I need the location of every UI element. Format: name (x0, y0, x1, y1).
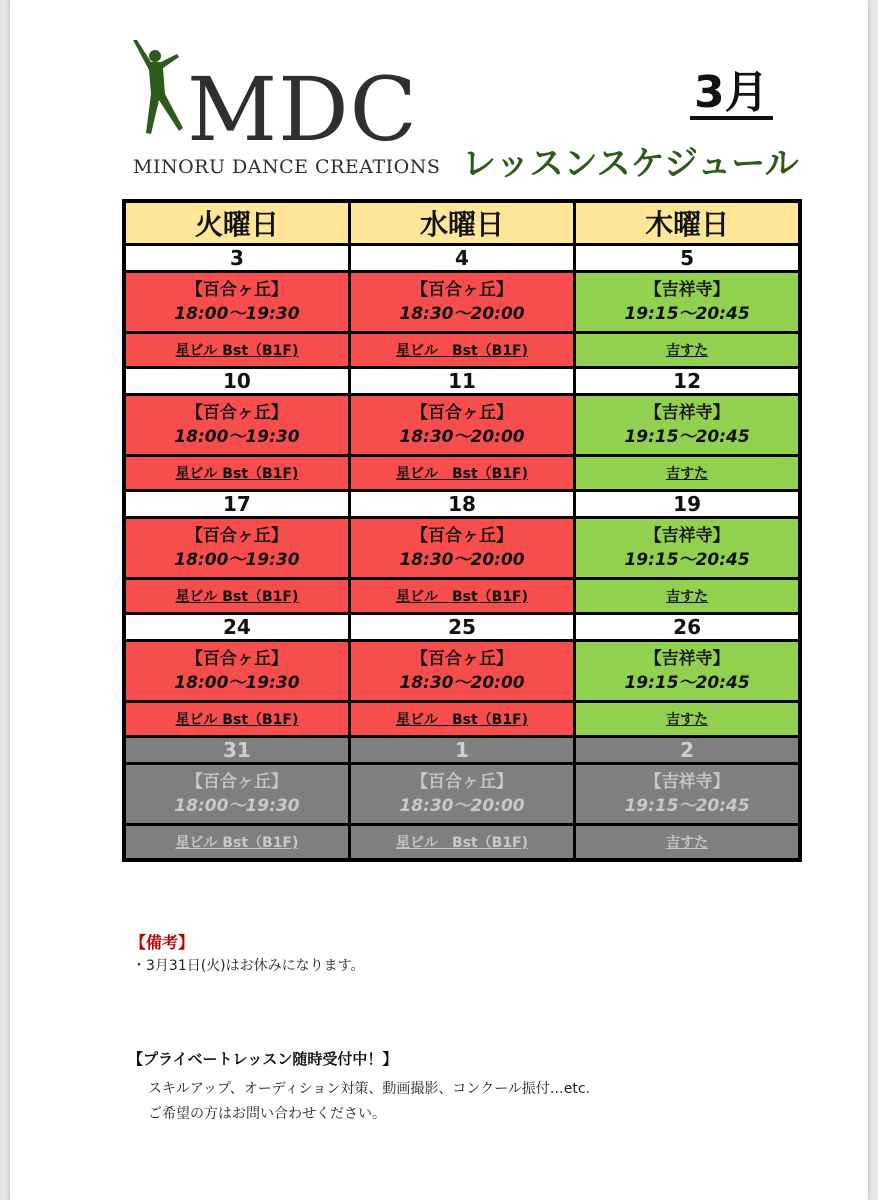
venue-link: 星ビル Bst（B1F) (175, 712, 299, 728)
weekday-header-row (124, 201, 800, 245)
lesson-cell (575, 395, 800, 456)
lesson-time: 18:30〜20:00 (399, 673, 525, 693)
lesson-cell (575, 764, 800, 825)
venue-cell (349, 579, 574, 614)
venue-link: 吉すた (666, 589, 709, 605)
venue-link: 星ビル Bst（B1F) (395, 343, 529, 359)
dancer-silhouette-icon (125, 36, 195, 146)
date-cell: 18 (349, 491, 574, 518)
venue-link: 吉すた (666, 466, 709, 482)
lesson-location: 【百合ヶ丘】 (185, 649, 288, 669)
venue-link: 吉すた (666, 835, 709, 851)
private-lesson-line: スキルアップ、オーディション対策、動画撮影、コンクール振付…etc. (148, 1081, 591, 1097)
date-row (124, 245, 800, 272)
date-cell: 25 (349, 614, 574, 641)
venue-cell (349, 825, 574, 861)
venue-row (124, 702, 800, 737)
notes-item: ・3月31日(火)はお休みになります。 (132, 958, 365, 974)
lesson-time: 18:30〜20:00 (399, 796, 525, 816)
venue-cell (124, 825, 349, 861)
venue-link: 星ビル Bst（B1F) (175, 466, 299, 482)
date-cell: 5 (575, 245, 800, 272)
lesson-location: 【百合ヶ丘】 (410, 526, 513, 546)
date-row (124, 737, 800, 764)
venue-row (124, 579, 800, 614)
venue-cell (575, 333, 800, 368)
date-cell: 24 (124, 614, 349, 641)
lesson-cell (575, 272, 800, 333)
lesson-time: 19:15〜20:45 (624, 427, 750, 447)
venue-row (124, 825, 800, 861)
date-cell: 26 (575, 614, 800, 641)
venue-cell (575, 579, 800, 614)
venue-cell (575, 825, 800, 861)
private-lesson-line: ご希望の方はお問い合わせください。 (148, 1106, 386, 1122)
lesson-cell (349, 764, 574, 825)
lesson-location: 【吉祥寺】 (644, 403, 730, 423)
venue-cell (124, 456, 349, 491)
logo-subtitle: MINORU DANCE CREATIONS (133, 156, 441, 178)
private-lesson-title: 【プライベートレッスン随時受付中！】 (128, 1050, 398, 1068)
lesson-cell (124, 395, 349, 456)
lesson-cell (124, 272, 349, 333)
lesson-row (124, 272, 800, 333)
venue-link: 星ビル Bst（B1F) (175, 589, 299, 605)
logo-wordmark: MDC (187, 58, 418, 161)
venue-cell (124, 702, 349, 737)
venue-link: 吉すた (666, 712, 709, 728)
venue-cell (575, 456, 800, 491)
lesson-time: 19:15〜20:45 (624, 304, 750, 324)
schedule-page (10, 0, 868, 1200)
schedule-table (122, 199, 802, 862)
lesson-time: 18:00〜19:30 (174, 550, 300, 570)
lesson-time: 18:00〜19:30 (174, 304, 300, 324)
venue-link: 吉すた (666, 343, 709, 359)
lesson-time: 19:15〜20:45 (624, 550, 750, 570)
lesson-location: 【吉祥寺】 (644, 772, 730, 792)
weekday-thursday: 木曜日 (575, 201, 800, 245)
lesson-cell (349, 272, 574, 333)
date-cell: 3 (124, 245, 349, 272)
lesson-cell (124, 641, 349, 702)
mdc-logo (125, 36, 441, 186)
lesson-location: 【吉祥寺】 (644, 649, 730, 669)
lesson-cell (124, 764, 349, 825)
lesson-cell (349, 518, 574, 579)
date-row (124, 368, 800, 395)
lesson-location: 【百合ヶ丘】 (410, 649, 513, 669)
lesson-location: 【百合ヶ丘】 (410, 772, 513, 792)
notes-title: 【備考】 (130, 933, 195, 952)
date-row (124, 614, 800, 641)
lesson-row (124, 518, 800, 579)
date-cell: 17 (124, 491, 349, 518)
venue-link: 星ビル Bst（B1F) (395, 589, 529, 605)
page-title: レッスンスケジュール (462, 144, 799, 184)
lesson-row (124, 395, 800, 456)
venue-link: 星ビル Bst（B1F) (175, 835, 299, 851)
lesson-location: 【百合ヶ丘】 (410, 280, 513, 300)
lesson-cell (575, 641, 800, 702)
lesson-location: 【百合ヶ丘】 (185, 280, 288, 300)
lesson-time: 18:00〜19:30 (174, 427, 300, 447)
date-cell: 2 (575, 737, 800, 764)
venue-link: 星ビル Bst（B1F) (395, 712, 529, 728)
lesson-row (124, 641, 800, 702)
venue-link: 星ビル Bst（B1F) (175, 343, 299, 359)
lesson-time: 19:15〜20:45 (624, 673, 750, 693)
lesson-location: 【百合ヶ丘】 (185, 403, 288, 423)
lesson-cell (575, 518, 800, 579)
lesson-cell (124, 518, 349, 579)
lesson-time: 19:15〜20:45 (624, 796, 750, 816)
lesson-time: 18:00〜19:30 (174, 796, 300, 816)
weekday-wednesday: 水曜日 (349, 201, 574, 245)
date-cell: 10 (124, 368, 349, 395)
venue-cell (124, 333, 349, 368)
weekday-tuesday: 火曜日 (124, 201, 349, 245)
venue-cell (575, 702, 800, 737)
venue-link: 星ビル Bst（B1F) (395, 466, 529, 482)
lesson-row (124, 764, 800, 825)
lesson-location: 【百合ヶ丘】 (185, 772, 288, 792)
lesson-cell (349, 395, 574, 456)
date-cell: 11 (349, 368, 574, 395)
month-label: 3月 (690, 70, 773, 120)
venue-row (124, 456, 800, 491)
venue-cell (124, 579, 349, 614)
date-cell: 19 (575, 491, 800, 518)
venue-cell (349, 456, 574, 491)
venue-cell (349, 333, 574, 368)
venue-cell (349, 702, 574, 737)
date-cell: 4 (349, 245, 574, 272)
date-cell: 1 (349, 737, 574, 764)
date-row (124, 491, 800, 518)
lesson-time: 18:30〜20:00 (399, 550, 525, 570)
date-cell: 12 (575, 368, 800, 395)
lesson-location: 【百合ヶ丘】 (410, 403, 513, 423)
venue-link: 星ビル Bst（B1F) (395, 835, 529, 851)
date-cell: 31 (124, 737, 349, 764)
lesson-time: 18:00〜19:30 (174, 673, 300, 693)
lesson-time: 18:30〜20:00 (399, 304, 525, 324)
lesson-location: 【吉祥寺】 (644, 280, 730, 300)
venue-row (124, 333, 800, 368)
lesson-location: 【百合ヶ丘】 (185, 526, 288, 546)
lesson-location: 【吉祥寺】 (644, 526, 730, 546)
lesson-cell (349, 641, 574, 702)
lesson-time: 18:30〜20:00 (399, 427, 525, 447)
